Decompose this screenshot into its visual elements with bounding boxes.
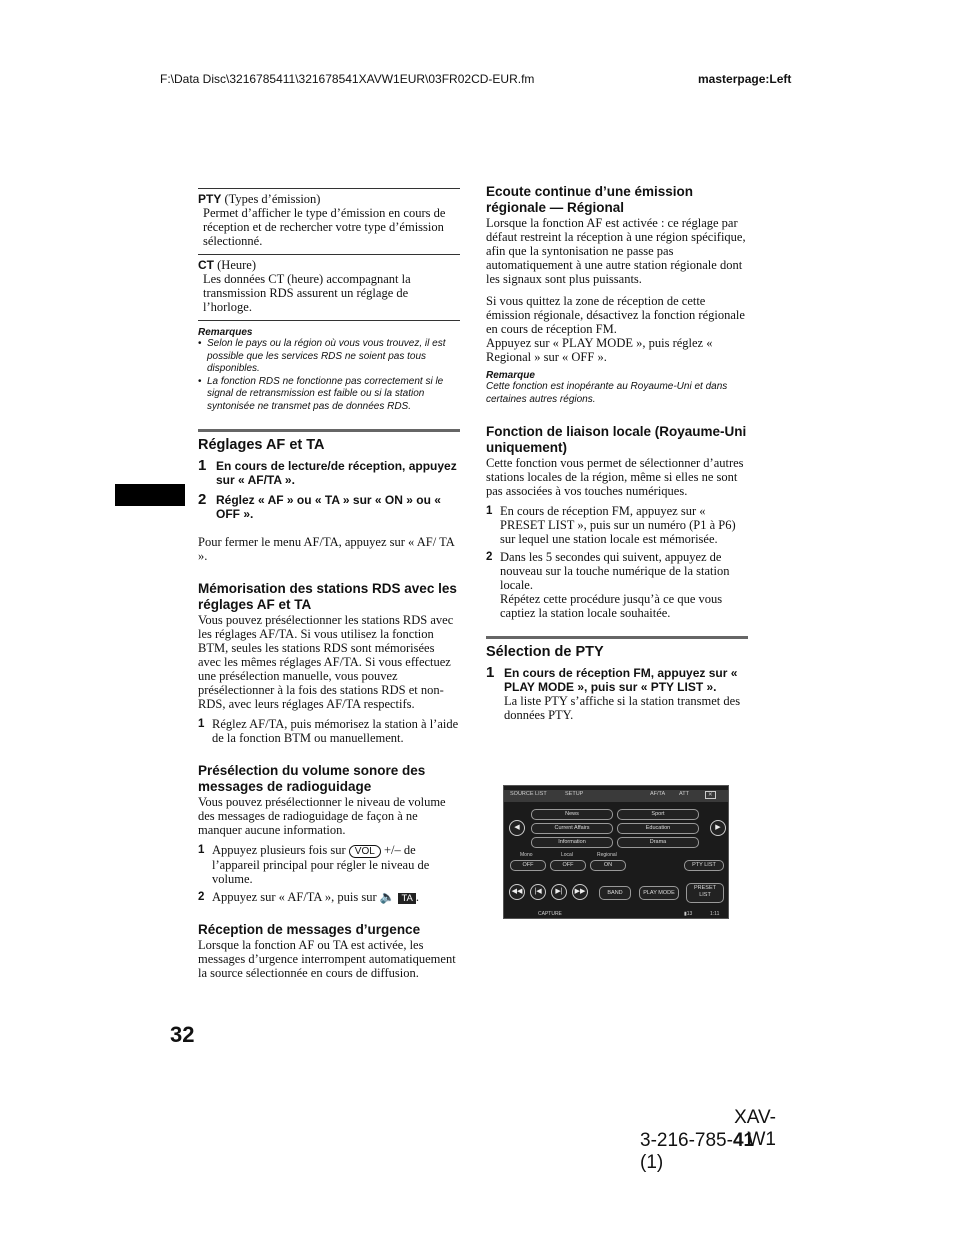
file-path: F:\Data Disc\3216785411\321678541XAVW1EUR\03FR02CD-EUR.fm	[160, 72, 535, 86]
rewind-icon[interactable]: ◀◀	[509, 884, 525, 900]
vol-key-icon: VOL	[349, 845, 381, 858]
pty-step-1: 1 En cours de réception FM, appuyez sur « PLAY MODE », puis sur « PTY LIST ».	[486, 664, 738, 694]
pty-item[interactable]: Education	[617, 823, 699, 834]
pty-item[interactable]: Information	[531, 837, 613, 848]
vol-heading: Présélection du volume sonore des messages de radioguidage	[198, 763, 426, 794]
urg-text: Lorsque la fonction AF ou TA est activée, les messages d’urgence interrompent automatiquement la source sélectionnée en cours de diffusion.	[198, 938, 456, 980]
pty-step-1-sub: La liste PTY s’affiche si la station transmet des données PTY.	[504, 694, 741, 722]
mono-label: Mono	[520, 852, 533, 858]
ct-definition: Les données CT (heure) accompagnant la transmission RDS assurent un réglage de l’horloge.	[203, 272, 411, 314]
af-step-1: 1 En cours de lecture/de réception, appuyez sur « AF/TA ».	[198, 457, 457, 487]
volume-level: ▮13	[684, 911, 693, 917]
local-label: Local	[561, 852, 573, 858]
af-close-text: Pour fermer le menu AF/TA, appuyez sur « AF/ TA ».	[198, 535, 455, 563]
local-step-1: 1 En cours de réception FM, appuyez sur « PRESET LIST », puis sur un numéro (P1 à P6) sur lequel une station locale est mémorisée.	[486, 504, 736, 546]
ta-icon: TA	[398, 893, 415, 904]
regional-text-1: Lorsque la fonction AF est activée : ce réglage par défaut restreint la réception à une région spécifique, afin que la syntonisation ne passe pas automatiquement à une autre station régionale dont les signaux sont plus puissants.	[486, 216, 746, 286]
prev-page-icon[interactable]: ◀	[509, 820, 525, 836]
vol-step-1: 1 Appuyez plusieurs fois sur VOL +/– de l’appareil principal pour régler le niveau de volume.	[198, 843, 430, 886]
model-name: XAV-W1	[734, 1107, 776, 1150]
af-ta-heading: Réglages AF et TA	[198, 437, 325, 453]
remark-title: Remarque	[486, 370, 535, 381]
af-ta-button[interactable]: AF/TA	[650, 791, 666, 797]
page-number: 32	[170, 1022, 195, 1047]
pty-list-button[interactable]: PTY LIST	[684, 860, 724, 871]
band-button[interactable]: BAND	[599, 886, 631, 900]
mono-toggle[interactable]: OFF	[510, 860, 546, 871]
notes-list	[198, 338, 460, 413]
next-page-icon[interactable]: ▶	[710, 820, 726, 836]
source-list-button[interactable]: SOURCE LIST	[510, 791, 547, 797]
mem-heading: Mémorisation des stations RDS avec les réglages AF et TA	[198, 581, 457, 612]
note-item: • La fonction RDS ne fonctionne pas correctement si le signal de retransmission est faible ou si la station syntonisée ne transmet pas de données RDS.	[207, 376, 460, 414]
local-heading: Fonction de liaison locale (Royaume-Uni uniquement)	[486, 424, 747, 455]
preset-list-button[interactable]: PRESET LIST	[686, 883, 724, 903]
left-column	[198, 188, 460, 980]
pty-term: PTY (Types d’émission)	[198, 192, 321, 206]
note-item: • Selon le pays ou la région où vous vous trouvez, il est possible que les services RDS ne soient pas tous disponibles.	[207, 338, 460, 376]
vol-text: Vous pouvez présélectionner le niveau de volume des messages de radioguidage de façon à ne manquer aucune information.	[198, 795, 446, 837]
af-step-2: 2 Réglez « AF » ou « TA » sur « ON » ou « OFF ».	[198, 491, 441, 521]
pty-item[interactable]: Sport	[617, 809, 699, 820]
local-text: Cette fonction vous permet de sélectionner d’autres stations locales de la région, même si elles ne sont pas associées à vos touches numériques.	[486, 456, 744, 498]
skip-forward-icon[interactable]: ▶|	[551, 884, 567, 900]
setup-button[interactable]: SETUP	[565, 791, 584, 797]
notes-title: Remarques	[198, 327, 253, 338]
close-icon[interactable]: ✕	[705, 791, 716, 799]
regional-text-2: Si vous quittez la zone de réception de cette émission régionale, désactivez la fonction régionale en cours de réception FM.	[486, 294, 745, 336]
right-column	[486, 184, 748, 722]
regional-label: Regional	[597, 852, 617, 858]
speaker-icon: 🔈	[379, 890, 396, 904]
device-screen	[503, 785, 729, 919]
pty-definition: Permet d’afficher le type d’émission en cours de réception et de rechercher votre type d’émission sélectionné.	[203, 206, 446, 248]
chapter-tab	[115, 484, 185, 506]
skip-back-icon[interactable]: |◀	[530, 884, 546, 900]
regional-toggle[interactable]: ON	[590, 860, 626, 871]
part-number: 3-216-785-41 (1)	[640, 1130, 755, 1173]
local-toggle[interactable]: OFF	[550, 860, 586, 871]
mem-step-1: 1 Réglez AF/TA, puis mémorisez la station à l’aide de la fonction BTM ou manuellement.	[198, 717, 459, 745]
play-mode-button[interactable]: PLAY MODE	[639, 886, 679, 900]
pty-item[interactable]: News	[531, 809, 613, 820]
pty-item[interactable]: Current Affairs	[531, 823, 613, 834]
att-button[interactable]: ATT	[679, 791, 689, 797]
regional-text-3: Appuyez sur « PLAY MODE », puis réglez « Regional » sur « OFF ».	[486, 336, 713, 364]
masterpage-label: masterpage:Left	[698, 72, 792, 86]
pty-heading: Sélection de PTY	[486, 644, 604, 660]
regional-heading: Ecoute continue d’une émission régionale — Régional	[486, 184, 694, 215]
capture-label: CAPTURE	[538, 911, 562, 917]
fast-forward-icon[interactable]: ▶▶	[572, 884, 588, 900]
mem-text: Vous pouvez présélectionner les stations RDS avec les réglages AF/TA. Si vous utilisez la fonction BTM, seules les stations RDS sont mémorisées avec les mêmes réglages AF/TA. Si vous effectuez une présélection manuelle, vous pouvez présélectionner à la fois des stations RDS et non-RDS, avec leurs réglages AF/TA respectifs.	[198, 613, 454, 711]
ct-term: CT (Heure)	[198, 258, 256, 272]
urg-heading: Réception de messages d’urgence	[198, 922, 421, 937]
remark-text: Cette fonction est inopérante au Royaume-Uni et dans certaines autres régions.	[486, 381, 728, 405]
clock-time: 1:11	[710, 911, 720, 917]
volume-icon: ▮	[684, 911, 687, 917]
vol-step-2: 2 Appuyez sur « AF/TA », puis sur 🔈 TA .	[198, 890, 420, 904]
pty-item[interactable]: Drama	[617, 837, 699, 848]
local-step-2: 2 Dans les 5 secondes qui suivent, appuyez de nouveau sur la touche numérique de la station locale. Répétez cette procédure jusqu’à ce que vous captiez la station locale souhaitée.	[486, 550, 730, 620]
